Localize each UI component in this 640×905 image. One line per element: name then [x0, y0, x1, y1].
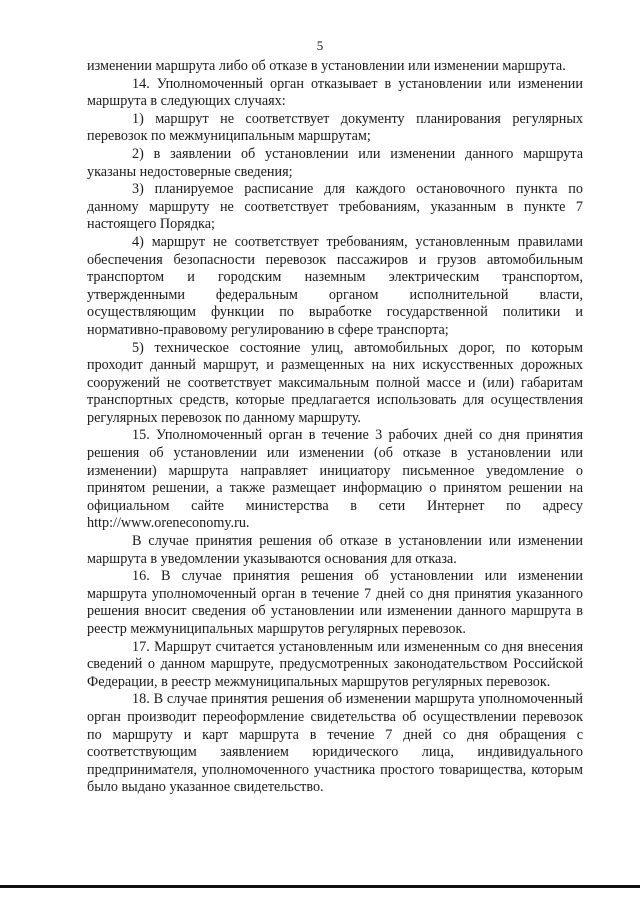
paragraph-14-item-2: 2) в заявлении об установлении или изменении данного маршрута указаны недостоверные сведения; [87, 145, 583, 180]
paragraph-14-item-4: 4) маршрут не соответствует требованиям, установленным правилами обеспечения безопасности перевозок пассажиров и грузов автомобильным транспортом и городским наземным электрическим транспортом, утвержденными федеральным органом исполнительной власти, осуществляющим функции по выработке государственной политики и нормативно-правовому регулированию в сфере транспорта; [87, 233, 583, 338]
paragraph-14-item-1: 1) маршрут не соответствует документу планирования регулярных перевозок по межмуниципальным маршрутам; [87, 110, 583, 145]
paragraph-14-item-5: 5) техническое состояние улиц, автомобильных дорог, по которым проходит данный маршрут, и размещенных на них искусственных дорожных сооружений не соответствует максимальным полной массе и (или) габаритам транспортных средств, которые предлагается использовать для осуществления регулярных перевозок по данному маршруту. [87, 339, 583, 426]
paragraph-14-item-3: 3) планируемое расписание для каждого остановочного пункта по данному маршруту не соответствует требованиям, указанным в пункте 7 настоящего Порядка; [87, 181, 583, 233]
paragraph-17: 17. Маршрут считается установленным или измененным со дня внесения сведений о данном маршруте, предусмотренных законодательством Российской Федерации, в реестр межмуниципальных маршрутов регулярных перевозок. [87, 638, 583, 690]
paragraph-15-refusal: В случае принятия решения об отказе в установлении или изменении маршрута в уведомлении указываются основания для отказа. [87, 533, 583, 567]
paragraph-14: 14. Уполномоченный орган отказывает в установлении или изменении маршрута в следующих случаях: [87, 75, 583, 110]
page-number: 5 [316, 38, 324, 53]
paragraph-16: 16. В случае принятия решения об установлении или изменении маршрута уполномоченный орган в течение 7 дней со дня принятия указанного решения вносит сведения об установлении или изменении данного маршрута в реестр межмуниципальных маршрутов регулярных перевозок. [87, 568, 583, 637]
paragraph-18: 18. В случае принятия решения об изменении маршрута уполномоченный орган производит переоформление свидетельства об осуществлении перевозок по маршруту и карт маршрута в течение 7 дней со дня обращения с соответствующим заявлением юридического лица, индивидуального предпринимателя, уполномоченного участника простого товарищества, которым было выдано указанное свидетельство. [87, 691, 583, 796]
paragraph-continuation: изменении маршрута либо об отказе в установлении или изменении маршрута. [87, 58, 566, 74]
document-body [87, 58, 583, 797]
bottom-border-line [0, 885, 640, 888]
paragraph-15: 15. Уполномоченный орган в течение 3 рабочих дней со дня принятия решения об установлении или изменении (об отказе в установлении или изменении) маршрута направляет инициатору письменное уведомление о принятом решении, а также размещает информацию о принятом решении на официальном сайте министерства в сети Интернет по адресу http://www.oreneconomy.ru. [87, 427, 583, 532]
